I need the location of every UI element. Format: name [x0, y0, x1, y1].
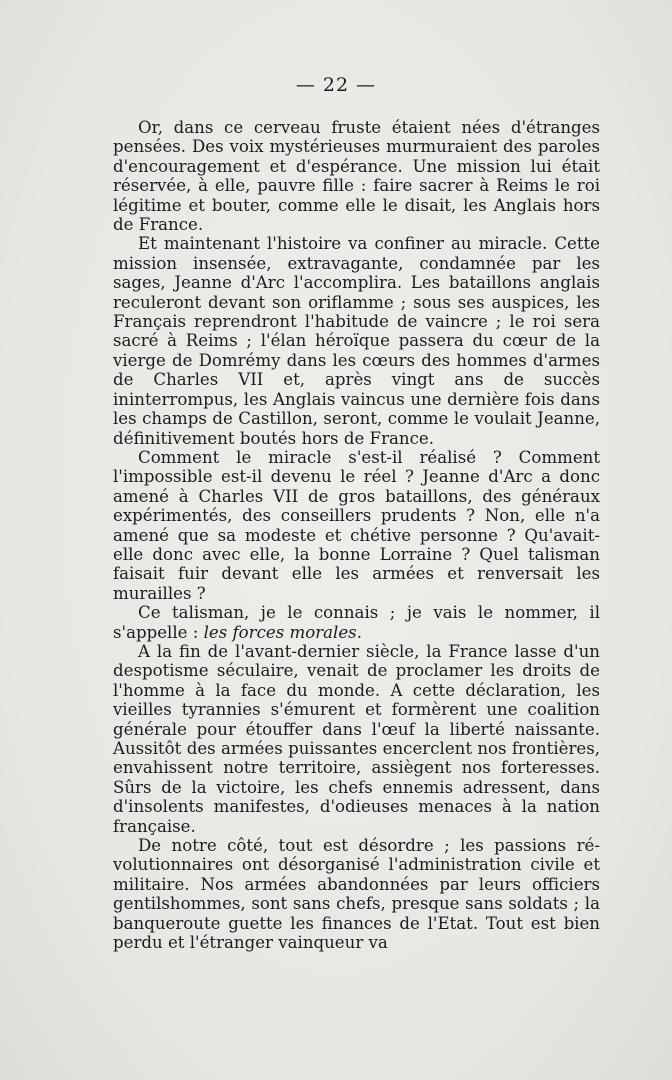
italic-phrase: les forces morales	[203, 622, 357, 642]
body-text	[113, 118, 600, 952]
paragraph: Et maintenant l'histoire va confiner au miracle. Cette mission insensée, extravagante, condamnée par les sages, Jeanne d'Arc l'accomplira. Les bataillons anglais reculeront devant son oriflamme ; sous ses auspices, les Français reprendront l'habitude de vaincre ; le roi sera sacré à Reims ; l'élan héroïque passera du cœur de la vierge de Domrémy dans les cœurs des hommes d'armes de Charles VII et, après vingt ans de succès ininterrompus, les Anglais vaincus une dernière fois dans les champs de Castillon, seront, comme le voulait Jeanne, définitivement boutés hors de France.	[113, 234, 600, 448]
page-number: — 22 —	[295, 74, 377, 96]
paragraph: A la fin de l'avant-dernier siècle, la France lasse d'un despotisme séculaire, venait de proclamer les droits de l'homme à la face du monde. A cette déclaration, les vieilles tyrannies s'émurent et formèrent une coalition générale pour étouffer dans l'œuf la liberté naissante. Aussitôt des armées puissantes encerclent nos frontières, envahissent notre territoire, assiègent nos forteresses. Sûrs de la victoire, les chefs ennemis adressent, dans d'insolents manifestes, d'odieuses menaces à la nation française.	[113, 641, 600, 836]
paragraph: Or, dans ce cerveau fruste étaient nées d'étranges pensées. Des voix mystérieuses murmuraient des paroles d'encouragement et d'espérance. Une mission lui était réservée, à elle, pauvre fille : faire sacrer à Reims le roi légitime et bouter, comme elle le disait, les Anglais hors de France.	[113, 118, 600, 235]
paragraph	[113, 603, 600, 642]
paragraph-text: Ce talisman, je le connais ; je vais le nommer, il s'appelle :	[113, 603, 600, 642]
paragraph-text: .	[356, 622, 362, 642]
paragraph: De notre côté, tout est désordre ; les passions révolutionnaires ont désorganisé l'administration civile et militaire. Nos armées abandonnées par leurs officiers gentilshommes, sont sans chefs, presque sans soldats ; la banqueroute guette les finances de l'Etat. Tout est bien perdu et l'étranger vainqueur va	[113, 836, 600, 953]
paragraph: Comment le miracle s'est-il réalisé ? Comment l'impossible est-il devenu le réel ? Jeanne d'Arc a donc amené à Charles VII de gros bataillons, des généraux expérimentés, des conseillers prudents ? Non, elle n'a amené que sa modeste et chétive personne ? Qu'avait-elle donc avec elle, la bonne Lorraine ? Quel talisman faisait fuir devant elle les armées et renversait les murailles ?	[113, 447, 600, 603]
